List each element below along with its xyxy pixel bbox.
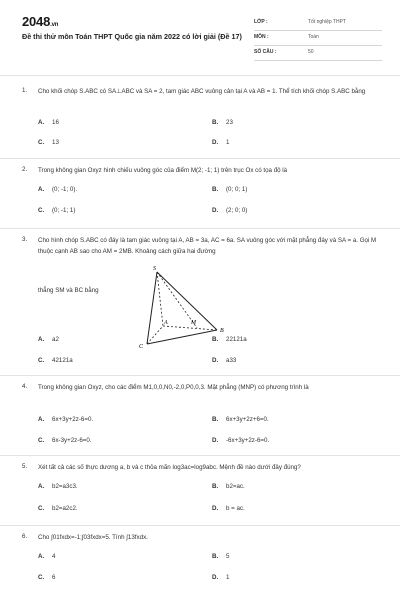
option-letter: B.: [212, 336, 219, 343]
question-1: [22, 87, 378, 157]
option-letter: C.: [38, 207, 45, 214]
meta-row-subject: [254, 31, 382, 46]
option-letter: D.: [212, 207, 219, 214]
question-5: [22, 463, 378, 525]
edge-cb: [147, 330, 217, 344]
question-number: 1.: [22, 87, 28, 94]
label-a: A: [164, 320, 168, 326]
option-letter: D.: [212, 357, 219, 364]
question-number: 3.: [22, 236, 28, 243]
option-text: b2=a3c3.: [52, 483, 78, 490]
edge-sc: [147, 272, 157, 344]
label-c: C: [139, 344, 144, 350]
option-letter: B.: [212, 483, 219, 490]
option-text: 1: [226, 574, 230, 581]
option-text: 6x-3y+2z-6=0.: [52, 437, 92, 444]
option-letter: B.: [212, 553, 219, 560]
option-text: 23: [226, 119, 233, 126]
label-b: B: [220, 328, 224, 334]
divider: [0, 525, 400, 526]
meta-label-subject: MÔN :: [254, 34, 269, 40]
question-number: 2.: [22, 166, 28, 173]
question-text: Trong không gian Oxyz hình chiếu vuông góc của điểm M(2; -1; 1) trên trục Ox có tọa độ là: [38, 167, 288, 174]
exam-title: Đề thi thử môn Toán THPT Quốc gia năm 2022 có lời giải (Đề 17): [22, 32, 242, 41]
header: [22, 14, 382, 70]
question-text: Xét tất cả các số thực dương a, b và c thỏa mãn log3ac=log9abc. Mệnh đề nào dưới đây đúng?: [38, 464, 301, 471]
edge-ab: [163, 326, 217, 330]
meta-value-subject: Toán: [308, 34, 319, 40]
option-text: (2; 0; 0): [226, 207, 248, 214]
option-letter: B.: [212, 186, 219, 193]
question-text: Cho ∫01fxdx=-1;∫03fxdx=5. Tính ∫13fxdx.: [38, 534, 148, 541]
option-text: 42121a: [52, 357, 73, 364]
option-letter: C.: [38, 357, 45, 364]
question-text: Trong không gian Oxyz, cho các điểm M1,0,0,N0,-2,0,P0,0,3. Mặt phẳng (MNP) có phương trình là: [38, 384, 309, 391]
option-text: 6x+3y+2z+6=0.: [226, 416, 269, 423]
question-2: [22, 166, 378, 228]
site-logo[interactable]: [22, 14, 58, 29]
option-letter: B.: [212, 119, 219, 126]
option-letter: D.: [212, 437, 219, 444]
exam-meta-table: [254, 16, 382, 61]
question-number: 6.: [22, 533, 28, 540]
option-letter: C.: [38, 437, 45, 444]
option-text: 16: [52, 119, 59, 126]
option-letter: D.: [212, 574, 219, 581]
divider: [0, 375, 400, 376]
option-letter: A.: [38, 336, 45, 343]
question-4: [22, 383, 378, 455]
option-text: b2=ac.: [226, 483, 245, 490]
option-text: (0; 0; 1): [226, 186, 248, 193]
question-text: Cho hình chóp S.ABC có đáy là tam giác vuông tại A, AB = 3a, AC = 6a. SA vuông góc với mặt phẳng đáy và SA = a. Gọi M thuộc cạnh AB sao cho AM = 2MB. Khoảng cách giữa hai đường: [38, 237, 377, 255]
divider: [0, 455, 400, 456]
divider: [0, 228, 400, 229]
label-m: M: [191, 320, 196, 326]
option-letter: C.: [38, 139, 45, 146]
option-text: 6: [52, 574, 56, 581]
question-6: [22, 533, 378, 595]
label-s: S: [153, 266, 156, 272]
logo-suffix: .vn: [50, 22, 59, 28]
question-number: 5.: [22, 463, 28, 470]
logo-text: 2048: [22, 14, 51, 29]
meta-row-count: [254, 46, 382, 61]
option-letter: A.: [38, 553, 45, 560]
option-text: 4: [52, 553, 56, 560]
option-text: 13: [52, 139, 59, 146]
divider: [0, 158, 400, 159]
question-3: [22, 236, 378, 376]
option-letter: C.: [38, 574, 45, 581]
option-text: 22121a: [226, 336, 247, 343]
option-text: (0; -1; 0).: [52, 186, 78, 193]
question-text: Cho khối chóp S.ABC có SA⊥ABC và SA = 2, tam giác ABC vuông cân tại A và AB = 1. Thể tích khối chóp S.ABC bằng: [38, 88, 366, 95]
pyramid-figure: [117, 264, 237, 352]
option-text: -6x+3y+2z-6=0.: [226, 437, 270, 444]
meta-label-count: SỐ CÂU :: [254, 49, 277, 55]
option-text: b = ac.: [226, 505, 245, 512]
option-letter: B.: [212, 416, 219, 423]
option-text: a33: [226, 357, 237, 364]
option-letter: C.: [38, 505, 45, 512]
option-text: a2: [52, 336, 59, 343]
option-letter: A.: [38, 186, 45, 193]
option-text: b2=a2c2.: [52, 505, 78, 512]
question-number: 4.: [22, 383, 28, 390]
option-letter: D.: [212, 139, 219, 146]
option-text: 6x+3y+2z-6=0.: [52, 416, 94, 423]
meta-label-grade: LỚP :: [254, 19, 268, 25]
option-letter: D.: [212, 505, 219, 512]
option-letter: A.: [38, 416, 45, 423]
divider: [0, 75, 400, 76]
edge-sa: [157, 272, 163, 326]
meta-row-grade: [254, 16, 382, 31]
meta-value-grade: Tốt nghiệp THPT: [308, 19, 346, 25]
option-letter: A.: [38, 483, 45, 490]
question-text-continued: thẳng SM và BC bằng: [38, 287, 99, 294]
meta-value-count: 50: [308, 49, 314, 55]
option-text: 5: [226, 553, 230, 560]
option-text: (0; -1; 1): [52, 207, 76, 214]
option-text: 1: [226, 139, 230, 146]
option-letter: A.: [38, 119, 45, 126]
